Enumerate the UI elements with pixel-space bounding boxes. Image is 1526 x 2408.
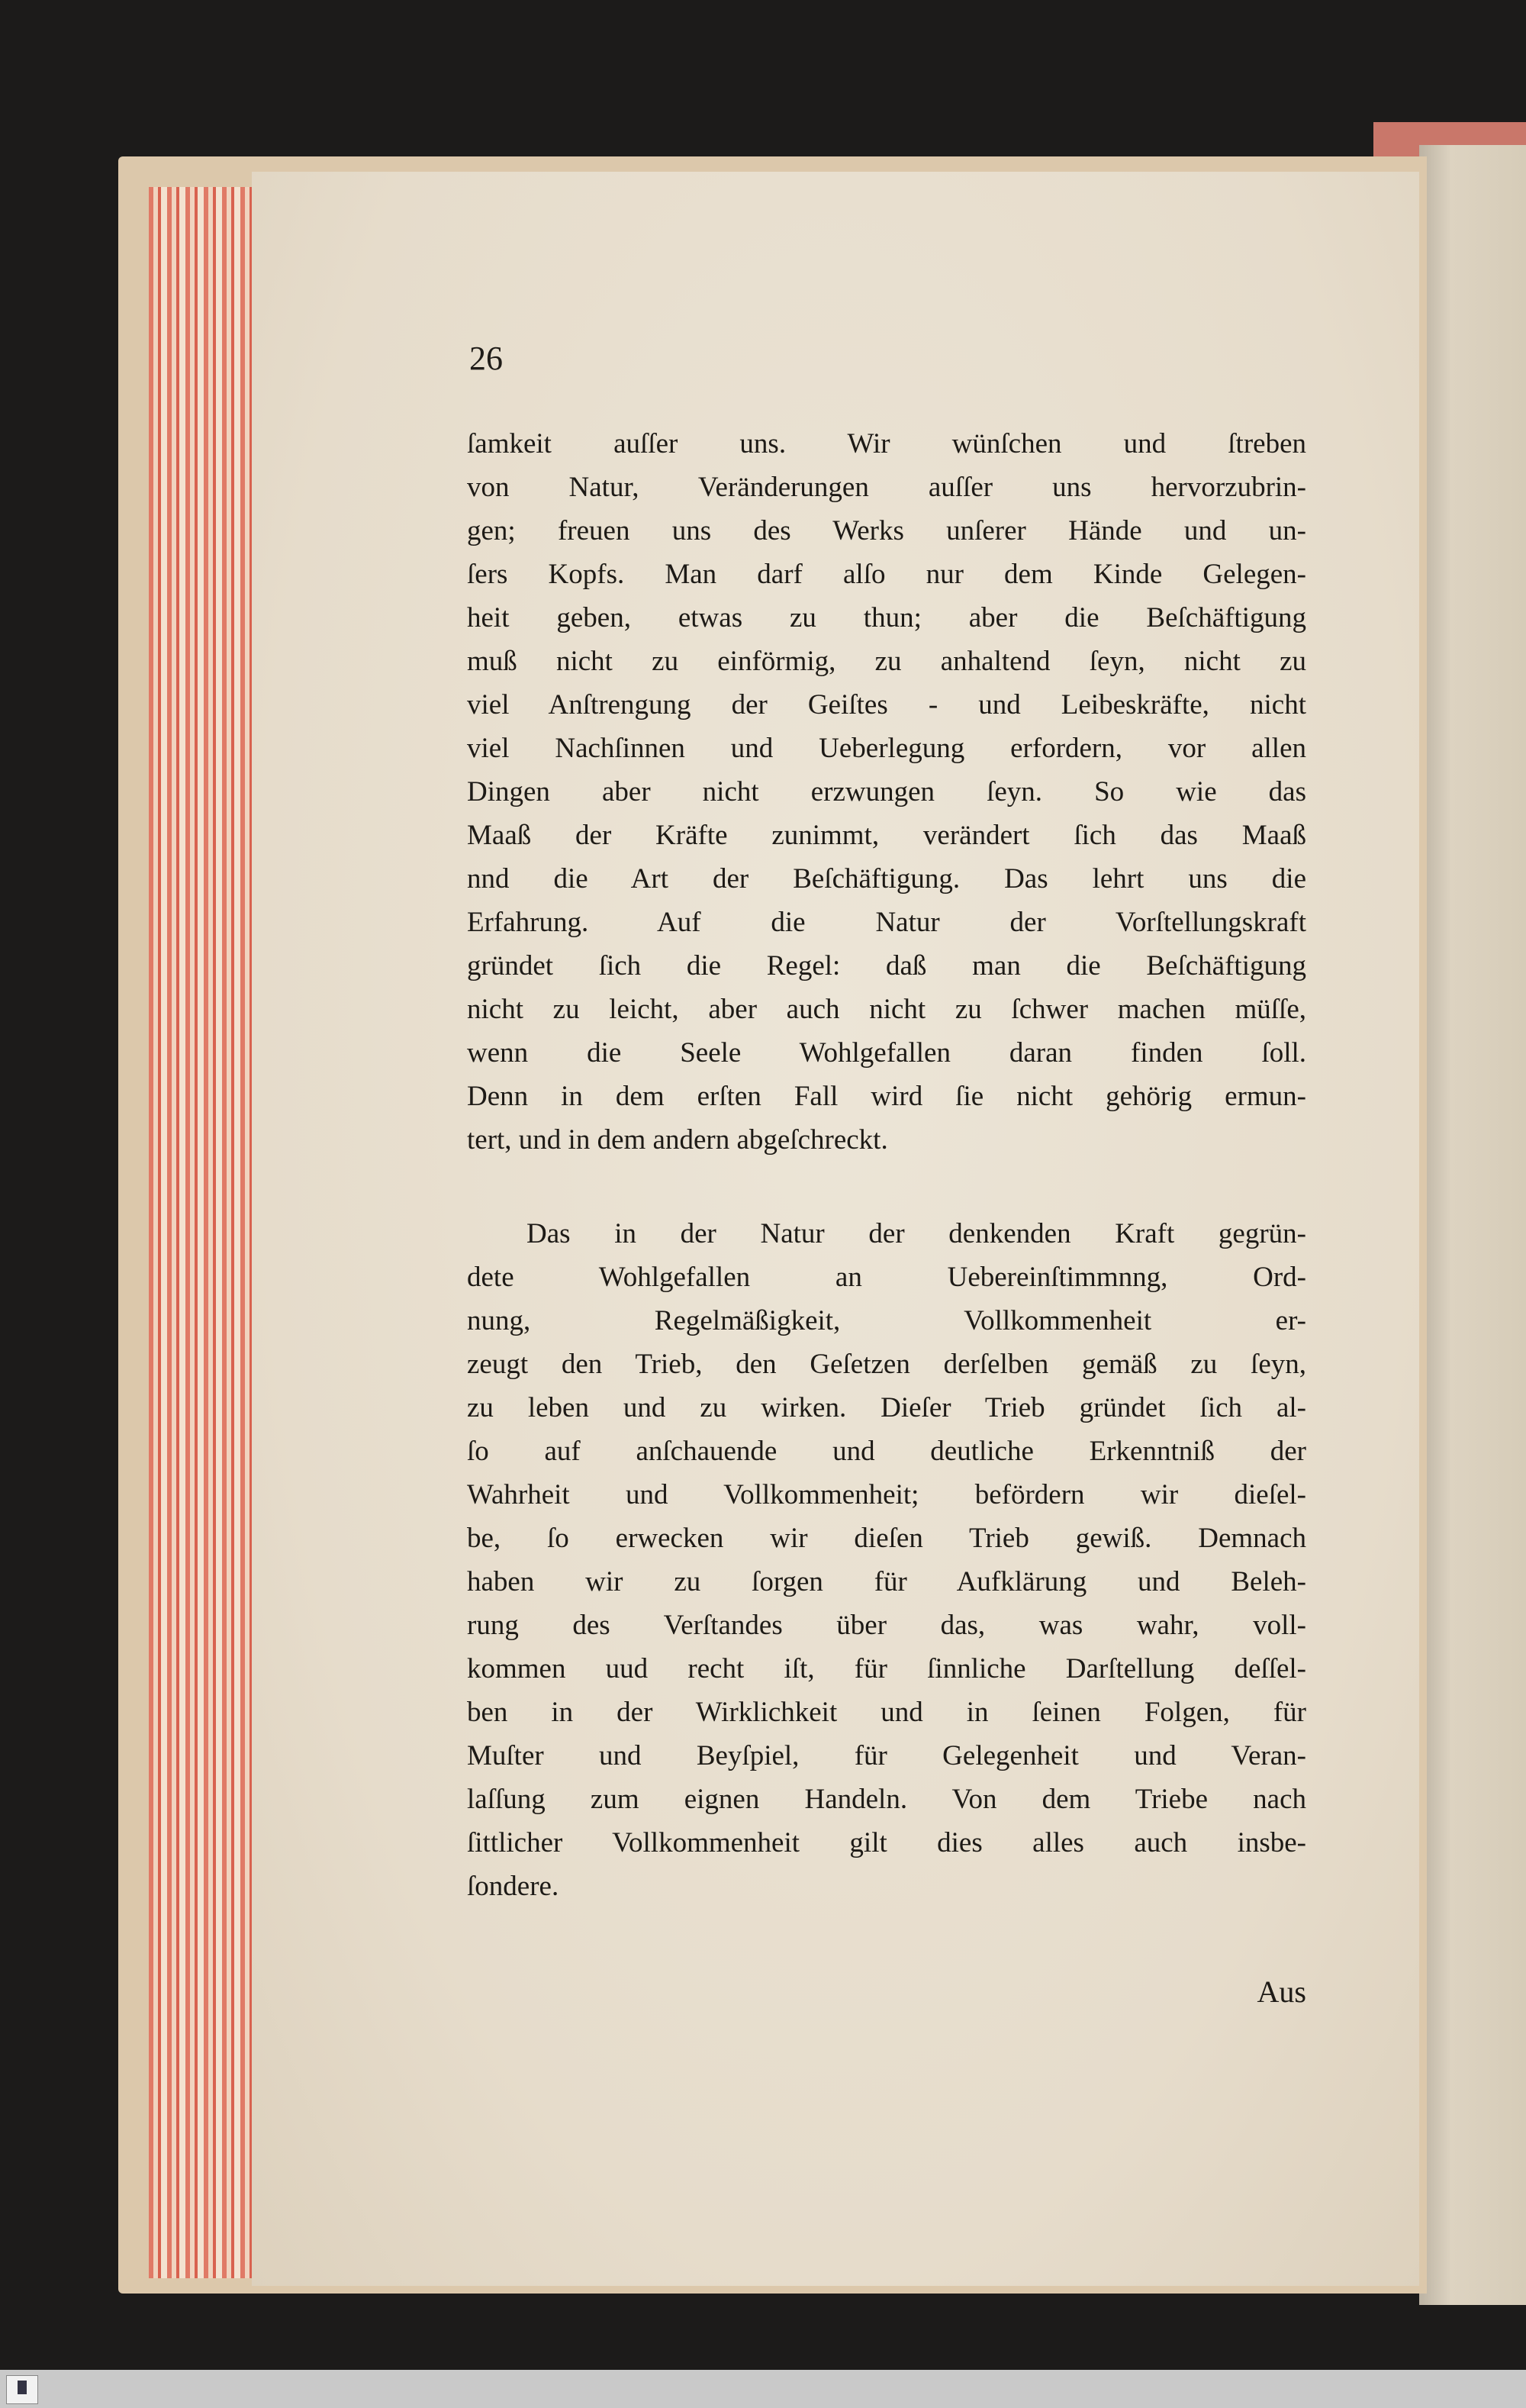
text-line: von Natur, Veränderungen auſſer uns hervorzubrin-	[467, 472, 1306, 503]
text-line: nicht zu leicht, aber auch nicht zu ſchwer machen müſſe,	[467, 994, 1306, 1025]
text-line: kommen uud recht iſt, für ſinnliche Darſtellung deſſel-	[467, 1653, 1306, 1684]
text-line: rung des Verſtandes über das, was wahr, voll-	[467, 1610, 1306, 1641]
text-line: Maaß der Kräfte zunimmt, verändert ſich das Maaß	[467, 820, 1306, 851]
adjacent-page-edge	[1419, 145, 1526, 2305]
paragraph-2	[467, 1212, 1306, 1908]
page-number: 26	[469, 340, 503, 377]
catchword: Aus	[1257, 1974, 1306, 2009]
text-line: Denn in dem erſten Fall wird ſie nicht gehörig ermun-	[467, 1081, 1306, 1112]
library-logo-icon	[6, 2375, 38, 2404]
text-line: gen; freuen uns des Werks unſerer Hände und un-	[467, 515, 1306, 546]
text-line: laſſung zum eignen Handeln. Von dem Triebe nach	[467, 1784, 1306, 1815]
text-line: muß nicht zu einförmig, zu anhaltend ſeyn, nicht zu	[467, 646, 1306, 677]
text-line: gründet ſich die Regel: daß man die Beſchäftigung	[467, 950, 1306, 982]
text-line: tert, und in dem andern abgeſchreckt.	[467, 1124, 888, 1156]
text-line: wenn die Seele Wohlgefallen daran finden ſoll.	[467, 1037, 1306, 1069]
red-page-edges	[149, 187, 256, 2278]
text-line: viel Anſtrengung der Geiſtes - und Leibeskräfte, nicht	[467, 689, 1306, 720]
text-line: ſo auf anſchauende und deutliche Erkenntniß der	[467, 1436, 1306, 1467]
body-text	[467, 422, 1306, 1908]
text-line: Dingen aber nicht erzwungen ſeyn. So wie das	[467, 776, 1306, 808]
paragraph-1	[467, 422, 1306, 1162]
text-line: Das in der Natur der denkenden Kraft gegrün-	[526, 1218, 1306, 1249]
text-line: zeugt den Trieb, den Geſetzen derſelben gemäß zu ſeyn,	[467, 1349, 1306, 1380]
text-line: dete Wohlgefallen an Uebereinſtimmnng, Ord-	[467, 1262, 1306, 1293]
text-line: ſittlicher Vollkommenheit gilt dies alles auch insbe-	[467, 1827, 1306, 1858]
text-line: viel Nachſinnen und Ueberlegung erfordern, vor allen	[467, 733, 1306, 764]
text-line: be, ſo erwecken wir dieſen Trieb gewiß. Demnach	[467, 1523, 1306, 1554]
text-line: Muſter und Beyſpiel, für Gelegenheit und Veran-	[467, 1740, 1306, 1771]
text-line: ſers Kopfs. Man darf alſo nur dem Kinde Gelegen-	[467, 559, 1306, 590]
text-line: zu leben und zu wirken. Dieſer Trieb gründet ſich al-	[467, 1392, 1306, 1423]
text-line: nung, Regelmäßigkeit, Vollkommenheit er-	[467, 1305, 1306, 1336]
text-line: nnd die Art der Beſchäftigung. Das lehrt uns die	[467, 863, 1306, 895]
text-line: heit geben, etwas zu thun; aber die Beſchäftigung	[467, 602, 1306, 633]
text-line: ſondere.	[467, 1871, 559, 1902]
text-line: haben wir zu ſorgen für Aufklärung und Beleh-	[467, 1566, 1306, 1597]
text-line: ben in der Wirklichkeit und in ſeinen Folgen, für	[467, 1697, 1306, 1728]
text-line: Wahrheit und Vollkommenheit; befördern wir dieſel-	[467, 1479, 1306, 1510]
text-line: Erfahrung. Auf die Natur der Vorſtellungskraft	[467, 907, 1306, 938]
viewer-footer-bar	[0, 2370, 1526, 2408]
text-line: ſamkeit auſſer uns. Wir wünſchen und ſtreben	[467, 428, 1306, 459]
